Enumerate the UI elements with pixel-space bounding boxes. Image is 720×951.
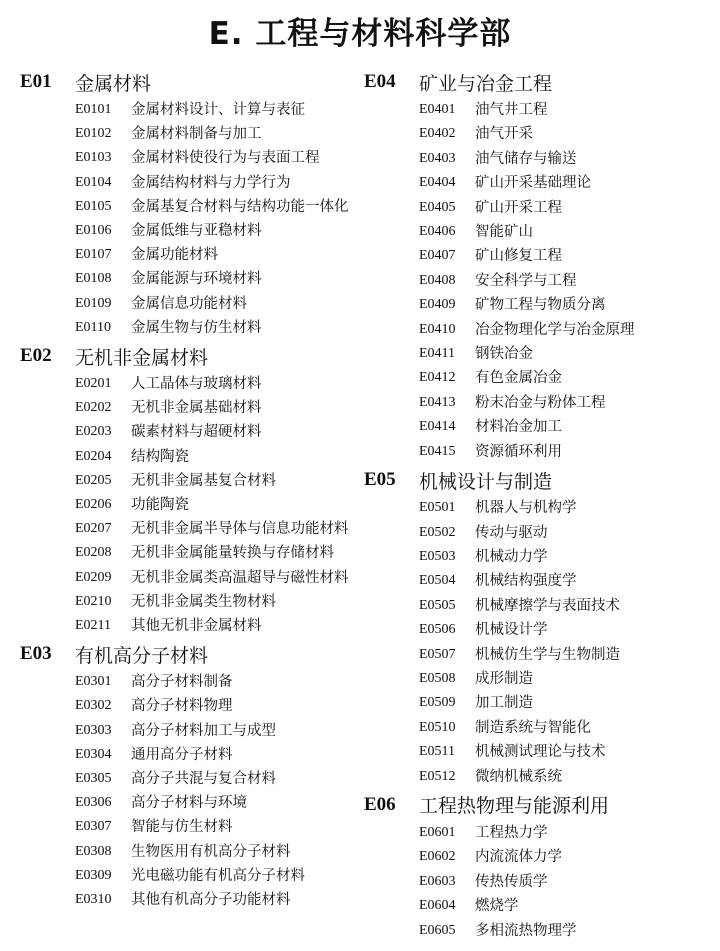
item-name: 金属材料使役行为与表面工程	[131, 150, 320, 167]
item-name: 智能与仿生材料	[131, 819, 233, 836]
list-item	[364, 740, 704, 764]
list-item	[20, 864, 360, 888]
item-name: 金属生物与仿生材料	[131, 319, 262, 336]
list-item	[20, 791, 360, 815]
section-e02	[20, 340, 360, 638]
item-name: 机械结构强度学	[475, 573, 577, 590]
item-code: E0504	[419, 573, 456, 589]
item-name: 油气储存与输送	[475, 150, 577, 167]
list-item	[364, 765, 704, 789]
item-name: 多相流热物理学	[475, 922, 577, 939]
item-code: E0303	[75, 722, 112, 738]
section-heading	[364, 464, 704, 496]
section-heading	[20, 340, 360, 372]
item-name: 矿物工程与物质分离	[475, 297, 606, 314]
item-code: E0109	[75, 295, 112, 311]
item-code: E0412	[419, 370, 456, 386]
item-name: 成形制造	[475, 670, 533, 687]
item-name: 金属材料制备与加工	[131, 126, 262, 143]
item-code: E0209	[75, 569, 112, 585]
item-name: 资源循环利用	[475, 443, 562, 460]
item-code: E0206	[75, 497, 112, 513]
item-code: E0207	[75, 521, 112, 537]
item-name: 无机非金属能量转换与存储材料	[131, 545, 334, 562]
item-name: 人工晶体与玻璃材料	[131, 376, 262, 393]
item-code: E0106	[75, 223, 112, 239]
item-name: 工程热力学	[475, 824, 548, 841]
list-item	[20, 146, 360, 170]
list-item	[364, 440, 704, 464]
item-name: 机器人与机构学	[475, 500, 577, 517]
item-code: E0509	[419, 695, 456, 711]
item-code: E0302	[75, 698, 112, 714]
list-item	[20, 517, 360, 541]
item-code: E0403	[419, 150, 456, 166]
list-item	[364, 220, 704, 244]
section-code: E04	[364, 71, 396, 92]
item-code: E0202	[75, 400, 112, 416]
item-name: 机械设计学	[475, 622, 548, 639]
section-code: E06	[364, 793, 396, 815]
list-item	[364, 147, 704, 171]
section-e06	[364, 789, 704, 943]
list-item	[20, 767, 360, 791]
item-name: 高分子材料与环境	[131, 795, 247, 812]
list-item	[20, 840, 360, 864]
item-name: 传动与驱动	[475, 524, 548, 541]
item-code: E0309	[75, 867, 112, 883]
section-e05	[364, 464, 704, 789]
list-item	[364, 98, 704, 122]
item-name: 通用高分子材料	[131, 746, 233, 763]
item-name: 无机非金属基础材料	[131, 400, 262, 417]
item-name: 智能矿山	[475, 224, 533, 241]
item-name: 其他无机非金属材料	[131, 618, 262, 635]
list-item	[20, 372, 360, 396]
list-item	[20, 670, 360, 694]
list-item	[364, 569, 704, 593]
list-item	[20, 98, 360, 122]
item-name: 内流流体力学	[475, 849, 562, 866]
item-code: E0211	[75, 618, 112, 634]
list-item	[364, 391, 704, 415]
item-code: E0305	[75, 771, 112, 787]
list-item	[364, 594, 704, 618]
list-item	[20, 292, 360, 316]
item-code: E0406	[419, 224, 456, 240]
item-code: E0306	[75, 795, 112, 811]
item-code: E0204	[75, 448, 112, 464]
item-name: 机械仿生学与生物制造	[475, 646, 620, 663]
list-item	[364, 269, 704, 293]
item-code: E0301	[75, 674, 112, 690]
item-name: 矿山开采基础理论	[475, 175, 591, 192]
item-name: 制造系统与智能化	[475, 719, 591, 736]
list-item	[364, 894, 704, 918]
item-name: 无机非金属半导体与信息功能材料	[131, 521, 349, 538]
list-item	[364, 845, 704, 869]
item-name: 无机非金属基复合材料	[131, 472, 276, 489]
item-code: E0502	[419, 524, 456, 540]
item-name: 有色金属冶金	[475, 370, 562, 387]
list-item	[364, 821, 704, 845]
list-item	[364, 171, 704, 195]
section-title: 有机高分子材料	[75, 644, 209, 667]
item-name: 高分子材料加工与成型	[131, 722, 276, 739]
item-code: E0603	[419, 873, 456, 889]
list-item	[20, 267, 360, 291]
item-code: E0102	[75, 126, 112, 142]
item-name: 粉末冶金与粉体工程	[475, 394, 606, 411]
list-item	[20, 122, 360, 146]
list-item	[20, 566, 360, 590]
item-name: 机械动力学	[475, 548, 548, 565]
item-code: E0503	[419, 548, 456, 564]
item-code: E0104	[75, 174, 112, 190]
page-title: E. 工程与材料科学部	[208, 16, 512, 52]
list-item	[364, 196, 704, 220]
item-code: E0310	[75, 892, 112, 908]
item-name: 矿山开采工程	[475, 199, 562, 216]
item-code: E0510	[419, 719, 456, 735]
item-code: E0208	[75, 545, 112, 561]
item-code: E0404	[419, 175, 456, 191]
list-item	[20, 420, 360, 444]
item-name: 油气开采	[475, 126, 533, 143]
list-item	[20, 719, 360, 743]
section-e01	[20, 66, 360, 340]
item-code: E0409	[419, 297, 456, 313]
item-code: E0602	[419, 849, 456, 865]
list-item	[20, 888, 360, 912]
item-code: E0304	[75, 746, 112, 762]
list-item	[20, 195, 360, 219]
list-item	[364, 618, 704, 642]
section-e04	[364, 66, 704, 464]
item-code: E0105	[75, 198, 112, 214]
list-item	[364, 122, 704, 146]
item-name: 安全科学与工程	[475, 272, 577, 289]
section-heading	[20, 66, 360, 98]
item-code: E0411	[419, 346, 456, 362]
list-item	[364, 545, 704, 569]
item-name: 生物医用有机高分子材料	[131, 843, 291, 860]
left-column	[20, 66, 360, 912]
list-item	[20, 243, 360, 267]
section-heading	[20, 638, 360, 670]
list-item	[20, 694, 360, 718]
section-code: E01	[20, 71, 52, 92]
item-code: E0108	[75, 271, 112, 287]
item-code: E0501	[419, 500, 456, 516]
item-name: 金属功能材料	[131, 247, 218, 264]
item-code: E0307	[75, 819, 112, 835]
list-item	[20, 614, 360, 638]
item-code: E0203	[75, 424, 112, 440]
item-code: E0511	[419, 744, 456, 760]
section-title: 矿业与冶金工程	[419, 72, 553, 95]
item-code: E0205	[75, 472, 112, 488]
item-code: E0605	[419, 922, 456, 938]
list-item	[364, 318, 704, 342]
list-item	[20, 445, 360, 469]
item-code: E0210	[75, 593, 112, 609]
item-name: 高分子材料物理	[131, 698, 233, 715]
list-item	[20, 815, 360, 839]
item-name: 金属低维与亚稳材料	[131, 223, 262, 240]
list-item	[20, 590, 360, 614]
list-item	[20, 396, 360, 420]
item-code: E0413	[419, 394, 456, 410]
item-code: E0601	[419, 824, 456, 840]
list-item	[364, 521, 704, 545]
item-code: E0401	[419, 102, 456, 117]
item-name: 燃烧学	[475, 898, 519, 915]
item-name: 碳素材料与超硬材料	[131, 424, 262, 441]
item-name: 高分子材料制备	[131, 674, 233, 691]
item-code: E0508	[419, 670, 456, 686]
list-item	[364, 342, 704, 366]
item-code: E0507	[419, 646, 456, 662]
list-item	[364, 667, 704, 691]
item-code: E0414	[419, 419, 456, 435]
section-title: 无机非金属材料	[75, 346, 209, 369]
list-item	[364, 244, 704, 268]
item-name: 加工制造	[475, 695, 533, 712]
item-code: E0201	[75, 376, 112, 392]
section-title: 机械设计与制造	[419, 470, 553, 493]
item-name: 金属结构材料与力学行为	[131, 174, 291, 191]
list-item	[364, 691, 704, 715]
section-title: 工程热物理与能源利用	[419, 795, 610, 818]
list-item	[20, 171, 360, 195]
item-name: 机械测试理论与技术	[475, 744, 606, 761]
section-code: E03	[20, 643, 52, 665]
item-code: E0405	[419, 199, 456, 215]
right-column	[364, 66, 704, 943]
item-name: 功能陶瓷	[131, 497, 189, 514]
item-name: 钢铁冶金	[475, 346, 533, 363]
item-code: E0506	[419, 622, 456, 638]
list-item	[364, 415, 704, 439]
list-item	[20, 316, 360, 340]
item-code: E0110	[75, 319, 112, 335]
item-name: 无机非金属类高温超导与磁性材料	[131, 569, 349, 586]
item-name: 金属能源与环境材料	[131, 271, 262, 288]
list-item	[364, 496, 704, 520]
item-name: 油气井工程	[475, 102, 548, 118]
list-item	[364, 366, 704, 390]
item-name: 光电磁功能有机高分子材料	[131, 867, 305, 884]
item-name: 矿山修复工程	[475, 248, 562, 265]
section-title: 金属材料	[75, 72, 152, 95]
list-item	[20, 541, 360, 565]
item-code: E0410	[419, 321, 456, 337]
item-code: E0408	[419, 272, 456, 288]
item-name: 微纳机械系统	[475, 768, 562, 785]
item-name: 金属材料设计、计算与表征	[131, 102, 305, 118]
list-item	[364, 293, 704, 317]
item-code: E0604	[419, 898, 456, 914]
list-item	[20, 219, 360, 243]
item-name: 金属信息功能材料	[131, 295, 247, 312]
list-item	[20, 469, 360, 493]
section-e03	[20, 638, 360, 912]
section-heading	[364, 66, 704, 98]
item-code: E0415	[419, 443, 456, 459]
item-code: E0512	[419, 768, 456, 784]
item-name: 无机非金属类生物材料	[131, 593, 276, 610]
item-code: E0308	[75, 843, 112, 859]
list-item	[20, 493, 360, 517]
list-item	[20, 743, 360, 767]
item-name: 材料冶金加工	[475, 419, 562, 436]
section-code: E02	[20, 345, 52, 367]
item-name: 高分子共混与复合材料	[131, 771, 276, 788]
item-code: E0505	[419, 597, 456, 613]
item-name: 金属基复合材料与结构功能一体化	[131, 198, 349, 215]
item-name: 机械摩擦学与表面技术	[475, 597, 620, 614]
item-code: E0101	[75, 102, 112, 117]
list-item	[364, 919, 704, 943]
list-item	[364, 870, 704, 894]
section-code: E05	[364, 469, 396, 491]
item-name: 传热传质学	[475, 873, 548, 890]
item-code: E0402	[419, 126, 456, 142]
section-heading	[364, 789, 704, 821]
item-code: E0407	[419, 248, 456, 264]
list-item	[364, 643, 704, 667]
item-code: E0107	[75, 247, 112, 263]
item-name: 其他有机高分子功能材料	[131, 892, 291, 909]
item-name: 冶金物理化学与冶金原理	[475, 321, 635, 338]
item-name: 结构陶瓷	[131, 448, 189, 465]
list-item	[364, 716, 704, 740]
item-code: E0103	[75, 150, 112, 166]
